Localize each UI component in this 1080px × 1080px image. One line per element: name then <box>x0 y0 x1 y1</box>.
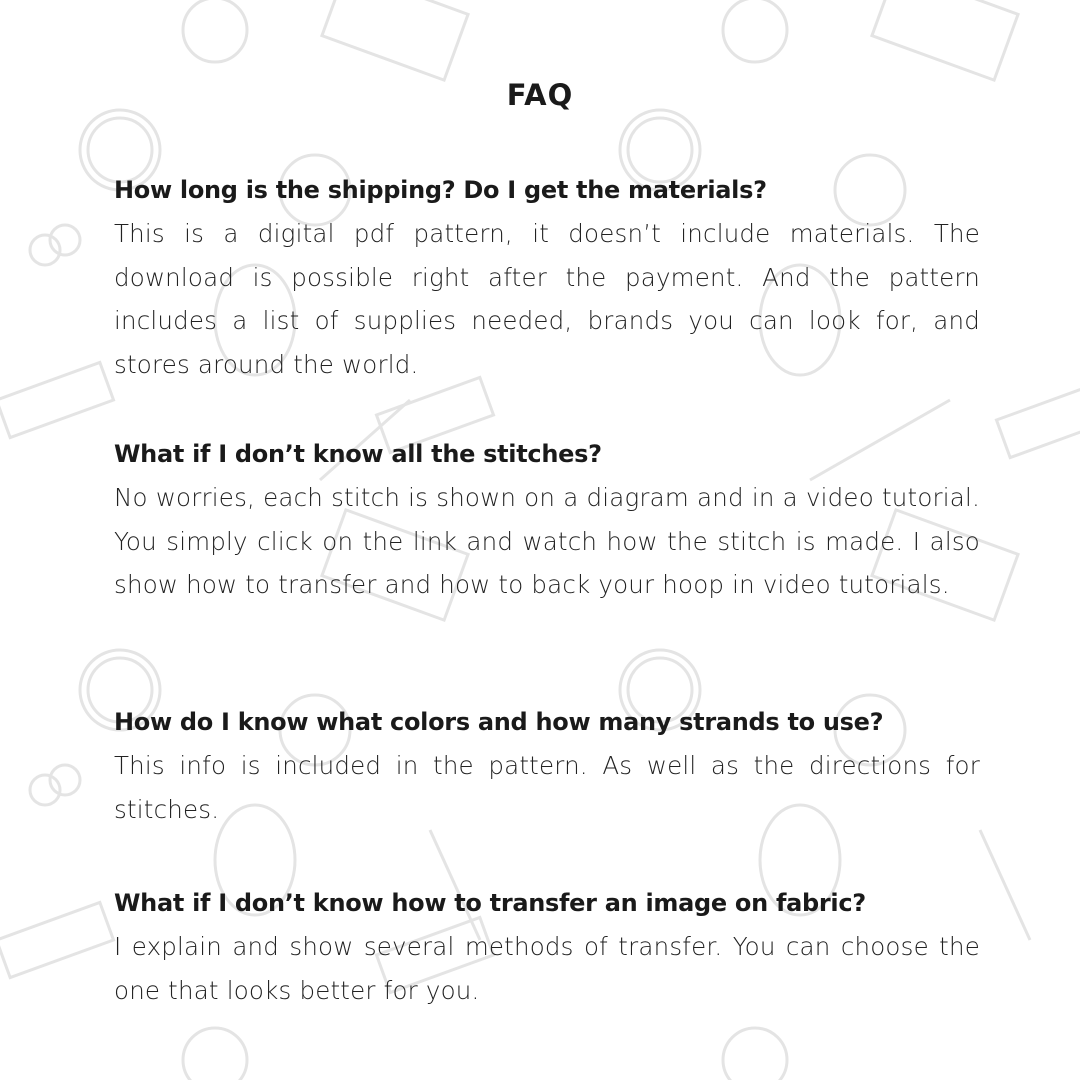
faq-question: How long is the shipping? Do I get the materials? <box>114 176 767 204</box>
faq-question: What if I don’t know all the stitches? <box>114 440 602 468</box>
scissors-icon <box>30 225 80 805</box>
faq-question: What if I don’t know how to transfer an image on fabric? <box>114 889 866 917</box>
faq-answer: No worries, each stitch is shown on a diagram and in a video tutorial. You simply click on the link and watch how the stitch is made. I also show how to transfer and how to back your hoop in video tutorials. <box>114 483 980 599</box>
faq-item <box>114 700 980 831</box>
faq-answer: This is a digital pdf pattern, it doesn’t include materials. The download is possible right after the payment. And the pattern includes a list of supplies needed, brands you can look for, and stores around the world. <box>114 219 980 379</box>
faq-item <box>114 432 980 607</box>
page-title: FAQ <box>506 78 574 112</box>
faq-answer: This info is included in the pattern. As well as the directions for stitches. <box>114 751 980 824</box>
faq-item <box>114 881 980 1012</box>
faq-item <box>114 168 980 386</box>
faq-answer: I explain and show several methods of transfer. You can choose the one that looks better for you. <box>114 932 980 1005</box>
faq-question: How do I know what colors and how many strands to use? <box>114 708 884 736</box>
